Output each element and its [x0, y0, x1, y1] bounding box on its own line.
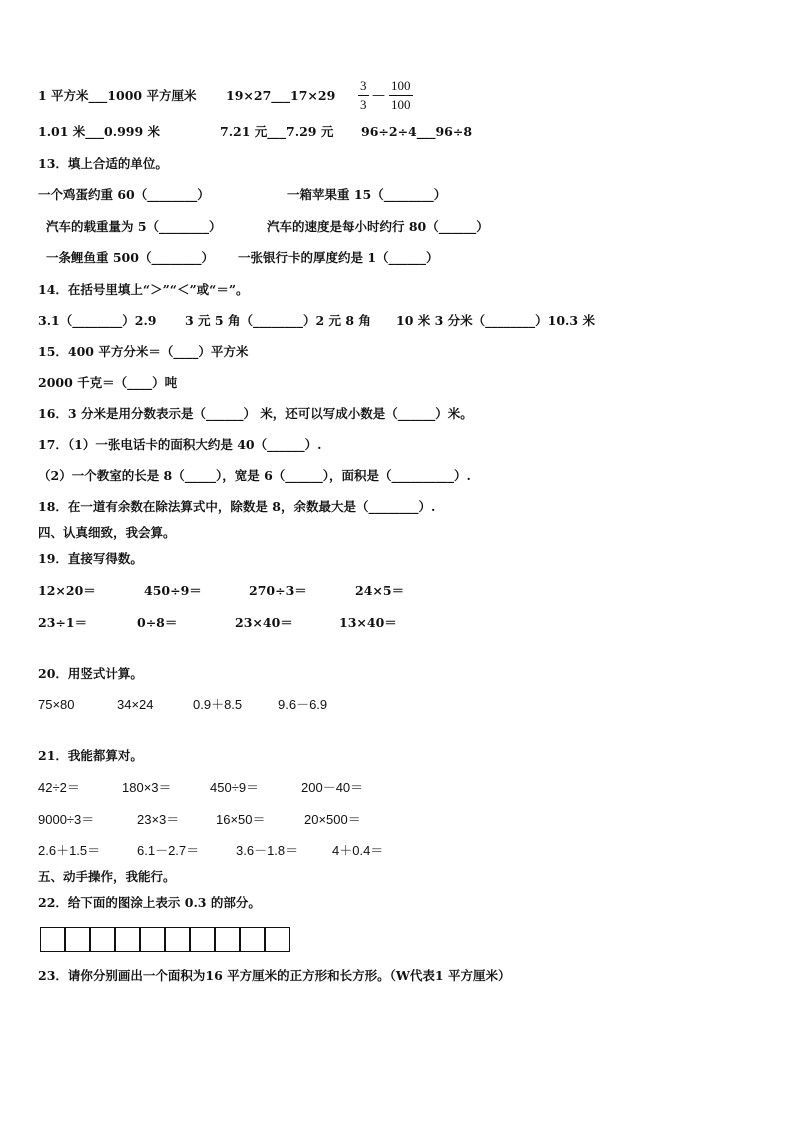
- grid-cell[interactable]: [165, 927, 190, 952]
- grid-cell[interactable]: [215, 927, 240, 952]
- calc-item: 180×3＝: [122, 780, 172, 795]
- question-19-title: 19．直接写得数。: [38, 551, 143, 566]
- vertical-calc-item: 75×80: [38, 697, 75, 712]
- compare-products: 19×27___17×29: [226, 88, 336, 103]
- grid-cell[interactable]: [265, 927, 290, 952]
- fraction-three-thirds: [358, 78, 369, 113]
- fraction-hundred-hundredths: [389, 78, 413, 113]
- compare-yuan-jiao: 3 元 5 角（________）2 元 8 角: [185, 313, 371, 328]
- mental-calc-item: 12×20＝: [38, 583, 96, 598]
- question-18: 18．在一道有余数在除法算式中，除数是 8，余数最大是（________）.: [38, 499, 436, 514]
- fraction-denominator: 3: [360, 97, 367, 112]
- blank-line: —: [372, 88, 385, 103]
- section-4-heading: 四、认真细致，我会算。: [38, 525, 176, 540]
- calc-item: 9000÷3＝: [38, 812, 95, 827]
- compare-lengths: 1.01 米___0.999 米: [38, 124, 161, 139]
- fraction-numerator: 100: [391, 78, 411, 93]
- calc-item: 20×500＝: [304, 812, 361, 827]
- grid-cell[interactable]: [40, 927, 65, 952]
- vertical-calc-item: 9.6－6.9: [278, 697, 328, 712]
- mental-calc-item: 0÷8＝: [137, 615, 178, 630]
- question-21-title: 21．我能都算对。: [38, 748, 143, 763]
- calc-item: 2.6＋1.5＝: [38, 843, 101, 858]
- mental-calc-item: 450÷9＝: [144, 583, 202, 598]
- calc-item: 200－40＝: [301, 780, 364, 795]
- grid-cell[interactable]: [115, 927, 140, 952]
- compare-area-units: 1 平方米___1000 平方厘米: [38, 88, 197, 103]
- carp-weight-blank: 一条鲤鱼重 500（________）: [46, 250, 214, 265]
- fraction-bar: [389, 95, 413, 96]
- calc-item: 4＋0.4＝: [332, 843, 384, 858]
- egg-weight-blank: 一个鸡蛋约重 60（________）: [38, 187, 210, 202]
- vertical-calc-item: 34×24: [117, 697, 154, 712]
- question-17-part-1: 17．（1）一张电话卡的面积大约是 40（______）.: [38, 437, 322, 452]
- grid-cell[interactable]: [65, 927, 90, 952]
- mental-calc-item: 23÷1＝: [38, 615, 88, 630]
- mental-calc-item: 13×40＝: [339, 615, 397, 630]
- question-23: 23．请你分别画出一个面积为16 平方厘米的正方形和长方形。（W代表1 平方厘米）: [38, 968, 511, 983]
- vertical-calc-item: 0.9＋8.5: [193, 697, 243, 712]
- calc-item: 42÷2＝: [38, 780, 80, 795]
- calc-item: 6.1－2.7＝: [137, 843, 200, 858]
- compare-money: 7.21 元___7.29 元: [220, 124, 334, 139]
- grid-cell[interactable]: [90, 927, 115, 952]
- question-17-part-2: （2）一个教室的长是 8（_____），宽是 6（______），面积是（__________）.: [38, 468, 471, 483]
- grid-cell[interactable]: [240, 927, 265, 952]
- mental-calc-item: 24×5＝: [355, 583, 405, 598]
- fraction-denominator: 100: [391, 97, 411, 112]
- calc-item: 3.6－1.8＝: [236, 843, 299, 858]
- bank-card-thickness-blank: 一张银行卡的厚度约是 1（______）: [238, 250, 439, 265]
- question-22-title: 22．给下面的图涂上表示 0.3 的部分。: [38, 895, 261, 910]
- compare-division: 96÷2÷4___96÷8: [361, 124, 473, 139]
- calc-item: 450÷9＝: [210, 780, 260, 795]
- calc-item: 23×3＝: [137, 812, 180, 827]
- question-20-title: 20．用竖式计算。: [38, 666, 143, 681]
- fraction-bar: [358, 95, 369, 96]
- mental-calc-item: 23×40＝: [235, 615, 293, 630]
- grid-cell[interactable]: [190, 927, 215, 952]
- fraction-numerator: 3: [360, 78, 367, 93]
- question-13-title: 13．填上合适的单位。: [38, 156, 168, 171]
- question-15-mass: 2000 千克＝（____）吨: [38, 375, 178, 390]
- grid-cell[interactable]: [140, 927, 165, 952]
- question-16: 16．3 分米是用分数表示是（______） 米，还可以写成小数是（______）米。: [38, 406, 473, 421]
- car-speed-blank: 汽车的速度是每小时约行 80（______）: [267, 219, 489, 234]
- question-15-area: 15．400 平方分米＝（____）平方米: [38, 344, 249, 359]
- truck-load-blank: 汽车的载重量为 5（________）: [46, 219, 222, 234]
- mental-calc-item: 270÷3＝: [249, 583, 307, 598]
- question-14-title: 14．在括号里填上“＞”“＜”或“＝”。: [38, 282, 249, 297]
- compare-decimals: 3.1（________）2.9: [38, 313, 157, 328]
- apple-box-weight-blank: 一箱苹果重 15（________）: [287, 187, 447, 202]
- section-5-heading: 五、动手操作，我能行。: [38, 869, 176, 884]
- calc-item: 16×50＝: [216, 812, 266, 827]
- compare-meters: 10 米 3 分米（________）10.3 米: [396, 313, 595, 328]
